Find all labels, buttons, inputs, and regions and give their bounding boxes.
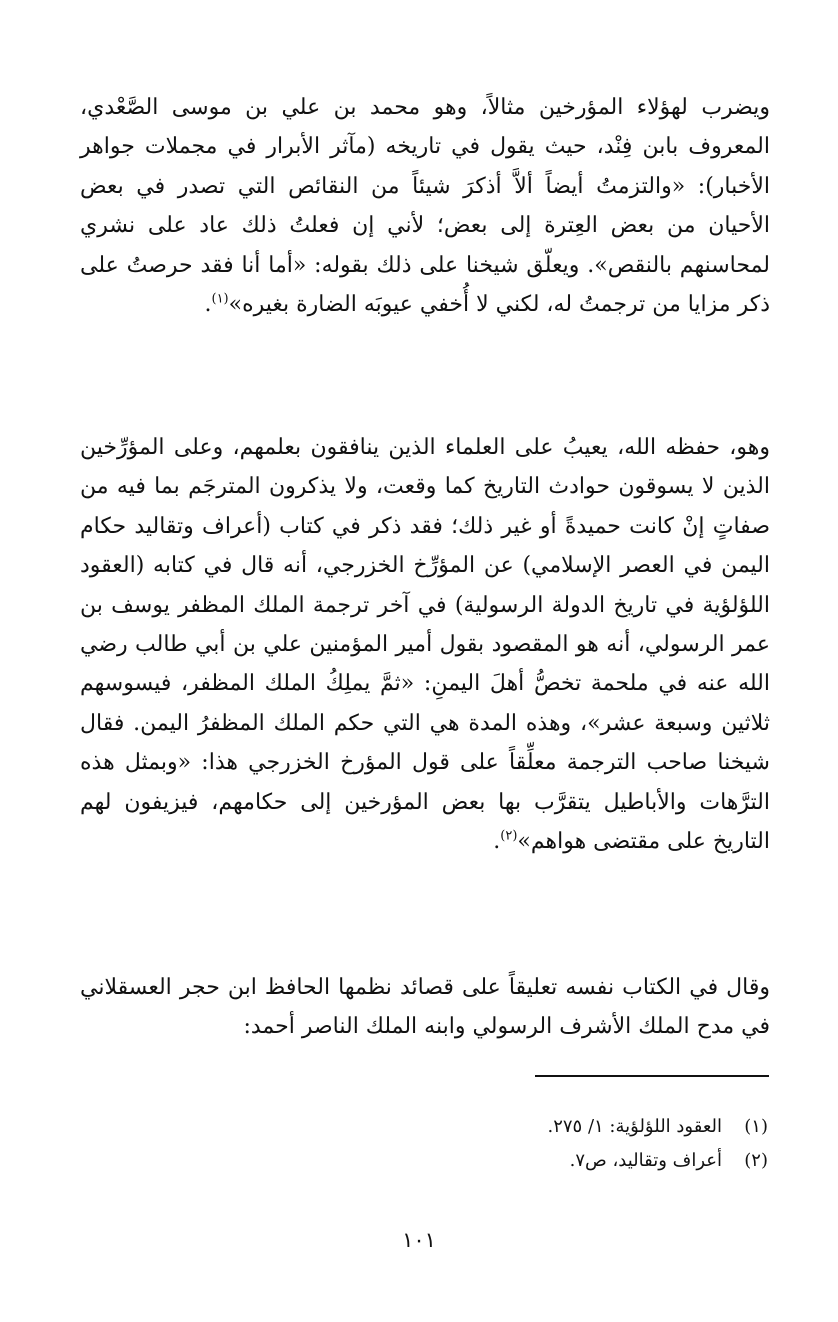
footnote-mark: (٢) [744, 1150, 768, 1171]
footnote-2 [300, 1144, 768, 1178]
footnote-separator [535, 1075, 769, 1077]
paragraph-end-punctuation: . [204, 292, 212, 318]
footnote-text: أعراف وتقاليد، ص٧. [569, 1150, 722, 1171]
paragraph-end-punctuation: . [493, 829, 501, 855]
body-paragraph-3 [80, 968, 770, 1047]
footnote-text: العقود اللؤلؤية: ١/ ٢٧٥. [547, 1116, 722, 1137]
body-paragraph-2 [80, 428, 770, 861]
footnotes-section [300, 1110, 768, 1178]
page-number: ١٠١ [402, 1228, 436, 1252]
body-paragraph-1 [80, 88, 770, 324]
footnote-1 [300, 1110, 768, 1144]
paragraph-text: وهو، حفظه الله، يعيبُ على العلماء الذين ينافقون بعلمهم، وعلى المؤرِّخين الذين لا يسوقون حوادث التاريخ كما وقعت، ولا يذكرون المترجَم بما فيه من صفاتٍ إنْ كانت حميدةً أو غير ذلك؛ فقد ذكر في كتاب (أعراف وتقاليد حكام اليمن في العصر الإسلامي) عن المؤرِّخ الخزرجي، أنه قال في كتابه (العقود اللؤلؤية في تاريخ الدولة الرسولية) في آخر ترجمة الملك المظفر يوسف بن عمر الرسولي، أنه هو المقصود بقول أمير المؤمنين علي بن أبي طالب رضي الله عنه في ملحمة تخصُّ أهلَ اليمنِ: «ثمَّ يملِكُ الملك المظفر، فيسوسهم ثلاثين وسبعة عشر»، وهذه المدة هي التي حكم الملك المظفرُ اليمن. فقال شيخنا صاحب الترجمة معلِّقاً على قول المؤرخ الخزرجي هذا: «وبمثل هذه الترَّهات والأباطيل يتقرَّب بها بعض المؤرخين إلى حكامهم، فيزيفون لهم التاريخ على مقتضى هواهم» [80, 435, 771, 855]
paragraph-text: ويضرب لهؤلاء المؤرخين مثالاً، وهو محمد بن علي بن موسى الصَّعْدي، المعروف بابن فِنْد، حيث يقول في تاريخه (مآثر الأبرار في مجملات جواهر الأخبار): «والتزمتُ أيضاً ألاَّ أذكرَ شيئاً من النقائص التي تصدر في بعض الأحيان من بعض العِترة إلى بعض؛ لأني إن فعلتُ ذلك عاد على نشري لمحاسنهم بالنقص». ويعلّق شيخنا على ذلك بقوله: «أما أنا فقد حرصتُ على ذكر مزايا من ترجمتُ له، لكني لا أُخفي عيوبَه الضارة بغيره» [80, 95, 770, 318]
footnote-reference[interactable]: (١) [211, 291, 229, 307]
footnote-reference[interactable]: (٢) [500, 828, 518, 844]
paragraph-text: وقال في الكتاب نفسه تعليقاً على قصائد نظمها الحافظ ابن حجر العسقلاني في مدح الملك الأشرف الرسولي وابنه الملك الناصر أحمد: [80, 975, 771, 1040]
footnote-mark: (١) [744, 1116, 768, 1137]
